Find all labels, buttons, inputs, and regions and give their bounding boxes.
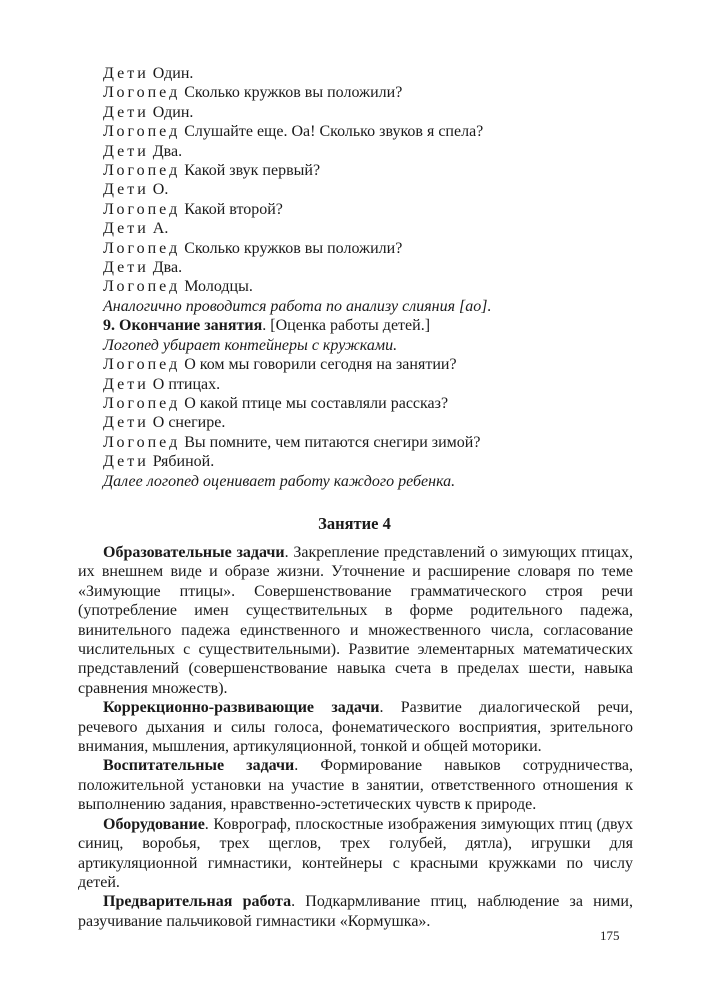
utterance: О.: [148, 181, 169, 199]
paragraph-title: Коррекционно-развивающие задачи: [103, 699, 380, 717]
utterance: О птицах.: [148, 375, 221, 393]
paragraph-title: Предварительная работа: [103, 893, 292, 911]
step-title: 9. Окончание занятия: [103, 317, 263, 335]
speaker: Логопед: [103, 278, 181, 296]
speaker: Дети: [103, 414, 149, 432]
utterance: А.: [148, 220, 169, 238]
paragraph-educational-goals: [78, 543, 633, 698]
speaker: Логопед: [103, 239, 181, 257]
dialogue-line: [103, 219, 643, 238]
speaker: Логопед: [103, 356, 181, 374]
paragraph-text: . Закрепление представлений о зимующих птицах, их внешнем виде и образе жизни. Уточнение и расширение словаря по теме «Зимующие птицы». Совершенствование грамматического строя речи (употребление имен существительных в форме родительного падежа, винительного падежа единственного и множественного числа, согласование числительных с существительными). Развитие элементарных математических представлений (совершенствование навыка счета в пределах шести, навыка сравнения множеств).: [78, 544, 634, 697]
dialogue-line: [103, 142, 643, 161]
lesson-body: [78, 543, 633, 931]
dialogue-line: [103, 239, 643, 258]
utterance: Какой второй?: [180, 200, 283, 218]
paragraph-title: Воспитательные задачи: [103, 757, 295, 775]
utterance: О снегире.: [148, 414, 226, 432]
paragraph-equipment: [78, 815, 633, 893]
speaker: Логопед: [103, 162, 181, 180]
paragraph-text: . Формирование навыков сотрудничества, положительной установки на участие в занятии, ответственного отношения к выполнению задания, нравственно-эстетических чувств к природе.: [78, 757, 634, 814]
speaker: Логопед: [103, 123, 181, 141]
speaker: Дети: [103, 453, 149, 471]
utterance: О ком мы говорили сегодня на занятии?: [180, 356, 457, 374]
speaker: Дети: [103, 220, 149, 238]
dialogue-line: [103, 452, 643, 471]
utterance: Один.: [148, 103, 194, 121]
utterance: Два.: [148, 142, 183, 160]
utterance: Какой звук первый?: [180, 162, 321, 180]
speaker: Логопед: [103, 84, 181, 102]
stage-note: Логопед убирает контейнеры с кружками.: [103, 336, 398, 354]
speaker: Дети: [103, 65, 149, 82]
speaker: Дети: [103, 142, 149, 160]
utterance: Вы помните, чем питаются снегири зимой?: [180, 433, 481, 451]
utterance: Рябиной.: [148, 453, 215, 471]
dialogue-line: [103, 161, 643, 180]
paragraph-text: . Развитие диалогической речи, речевого дыхания и силы голоса, фонематического восприятия, зрительного внимания, мышления, артикуляционной, тонкой и общей моторики.: [78, 699, 633, 756]
page-number: 175: [600, 928, 620, 943]
paragraph-text: . Подкармливание птиц, наблюдение за ними, разучивание пальчиковой гимнастики «Кормушка».: [78, 893, 633, 930]
utterance: Два.: [148, 259, 183, 277]
paragraph-upbringing-goals: [78, 756, 633, 814]
speaker: Логопед: [103, 200, 181, 218]
step-heading: [103, 316, 643, 335]
utterance: Сколько кружков вы положили?: [180, 84, 403, 102]
dialogue-block: [103, 64, 643, 491]
dialogue-line: [103, 413, 643, 432]
dialogue-line: [103, 122, 643, 141]
stage-note: Аналогично проводится работа по анализу слияния [ао].: [103, 297, 492, 315]
speaker: Логопед: [103, 394, 181, 412]
dialogue-line: [103, 103, 643, 122]
dialogue-line: [103, 180, 643, 199]
dialogue-line: [103, 433, 643, 452]
dialogue-line: [103, 83, 643, 102]
step-description: . [Оценка работы детей.]: [262, 317, 431, 335]
utterance: Один.: [148, 65, 194, 82]
paragraph-text: . Коврограф, плоскостные изображения зимующих птиц (двух синиц, воробья, трех щеглов, трех голубей, дятла), игрушки для артикуляционной гимнастики, контейнеры с красными кружками по числу детей.: [78, 815, 633, 891]
utterance: Слушайте еще. Оа! Сколько звуков я спела?: [180, 123, 484, 141]
utterance: Сколько кружков вы положили?: [180, 239, 403, 257]
speaker: Дети: [103, 375, 149, 393]
dialogue-line: [103, 375, 643, 394]
utterance: Молодцы.: [180, 278, 253, 296]
dialogue-line: [103, 200, 643, 219]
speaker: Дети: [103, 181, 149, 199]
paragraph-preliminary-work: [78, 892, 633, 931]
stage-note: Далее логопед оценивает работу каждого ребенка.: [103, 472, 456, 490]
lesson-heading: Занятие 4: [318, 514, 391, 533]
dialogue-line: [103, 394, 643, 413]
paragraph-title: Оборудование: [103, 815, 205, 833]
paragraph-correctional-goals: [78, 698, 633, 756]
dialogue-line: [103, 64, 643, 83]
speaker: Дети: [103, 103, 149, 121]
dialogue-line: [103, 277, 643, 296]
dialogue-line: [103, 258, 643, 277]
paragraph-title: Образовательные задачи: [103, 544, 285, 561]
dialogue-line: [103, 355, 643, 374]
speaker: Дети: [103, 259, 149, 277]
utterance: О какой птице мы составляли рассказ?: [180, 394, 449, 412]
speaker: Логопед: [103, 433, 181, 451]
